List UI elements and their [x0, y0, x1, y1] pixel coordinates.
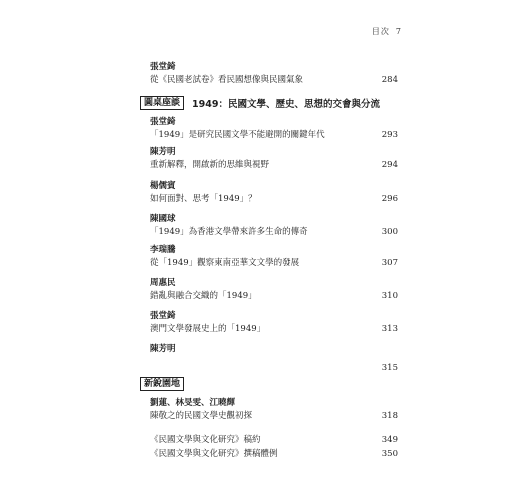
entry-page: 307	[381, 258, 398, 268]
entry-author: 張堂錡	[150, 117, 176, 127]
toc-entry	[150, 244, 398, 270]
entry-title: 陳敬之的民國文學史觀初探	[150, 411, 253, 421]
entry-page: 296	[381, 194, 398, 204]
appendix-title: 《民國文學與文化研究》撰稿體例	[150, 449, 278, 459]
entry-page: 284	[381, 75, 398, 85]
toc-entry	[150, 277, 398, 303]
entry-page: 300	[381, 227, 398, 237]
entry-page: 294	[381, 160, 398, 170]
entry-author: 周惠民	[150, 278, 176, 288]
section-heading-roundtable	[140, 96, 380, 110]
entry-author: 陳芳明	[150, 147, 176, 157]
toc-entry	[150, 116, 398, 142]
toc-appendix-entry	[150, 433, 398, 447]
appendix-page: 349	[381, 435, 398, 445]
entry-author: 張堂錡	[150, 311, 176, 321]
entry-title: 從「1949」觀察東南亞華文文學的發展	[150, 258, 300, 268]
section-heading-new-voices	[140, 377, 192, 391]
entry-page: 318	[381, 411, 398, 421]
entry-title: 錯亂與融合交織的「1949」	[150, 291, 257, 301]
entry-title: 澳門文學發展史上的「1949」	[150, 324, 266, 334]
entry-author: 張堂錡	[150, 62, 176, 72]
entry-author: 楊儒賓	[150, 181, 176, 191]
entry-title: 「1949」是研究民國文學不能避開的關鍵年代	[150, 130, 325, 140]
entry-author: 陳芳明	[150, 344, 176, 354]
appendix-title: 《民國文學與文化研究》稿約	[150, 435, 261, 445]
entry-author: 劉蓮、林旻雯、江曉輝	[150, 398, 236, 408]
toc-entry	[150, 213, 398, 239]
entry-author: 陳國球	[150, 214, 176, 224]
toc-entry	[150, 61, 398, 87]
toc-entry	[150, 146, 398, 172]
toc-entry	[150, 343, 398, 375]
toc-entry	[150, 310, 398, 336]
toc-entry	[150, 397, 398, 423]
toc-appendix-entry	[150, 447, 398, 461]
entry-page: 310	[381, 291, 398, 301]
entry-title: 如何面對、思考「1949」？	[150, 194, 257, 204]
section-label: 圓桌座談	[140, 96, 184, 110]
entry-title: 重新解釋，開啟新的思維與視野	[150, 160, 270, 170]
entry-page: 293	[381, 130, 398, 140]
section-label: 新銳園地	[140, 377, 184, 391]
running-head	[372, 26, 402, 37]
entry-title: 「1949」為香港文學帶來許多生命的傳奇	[150, 227, 308, 237]
section-title: 1949：民國文學、歷史、思想的交會與分流	[192, 99, 380, 110]
running-head-section: 目次	[371, 27, 390, 36]
entry-author: 李瑞騰	[150, 245, 176, 255]
entry-title: 從《民國老試卷》看民國想像與民國氣象	[150, 75, 304, 85]
toc-entry	[150, 180, 398, 206]
entry-page: 313	[381, 324, 398, 334]
appendix-page: 350	[381, 449, 398, 459]
entry-page: 315	[381, 363, 398, 373]
running-head-page: 7	[395, 27, 402, 36]
